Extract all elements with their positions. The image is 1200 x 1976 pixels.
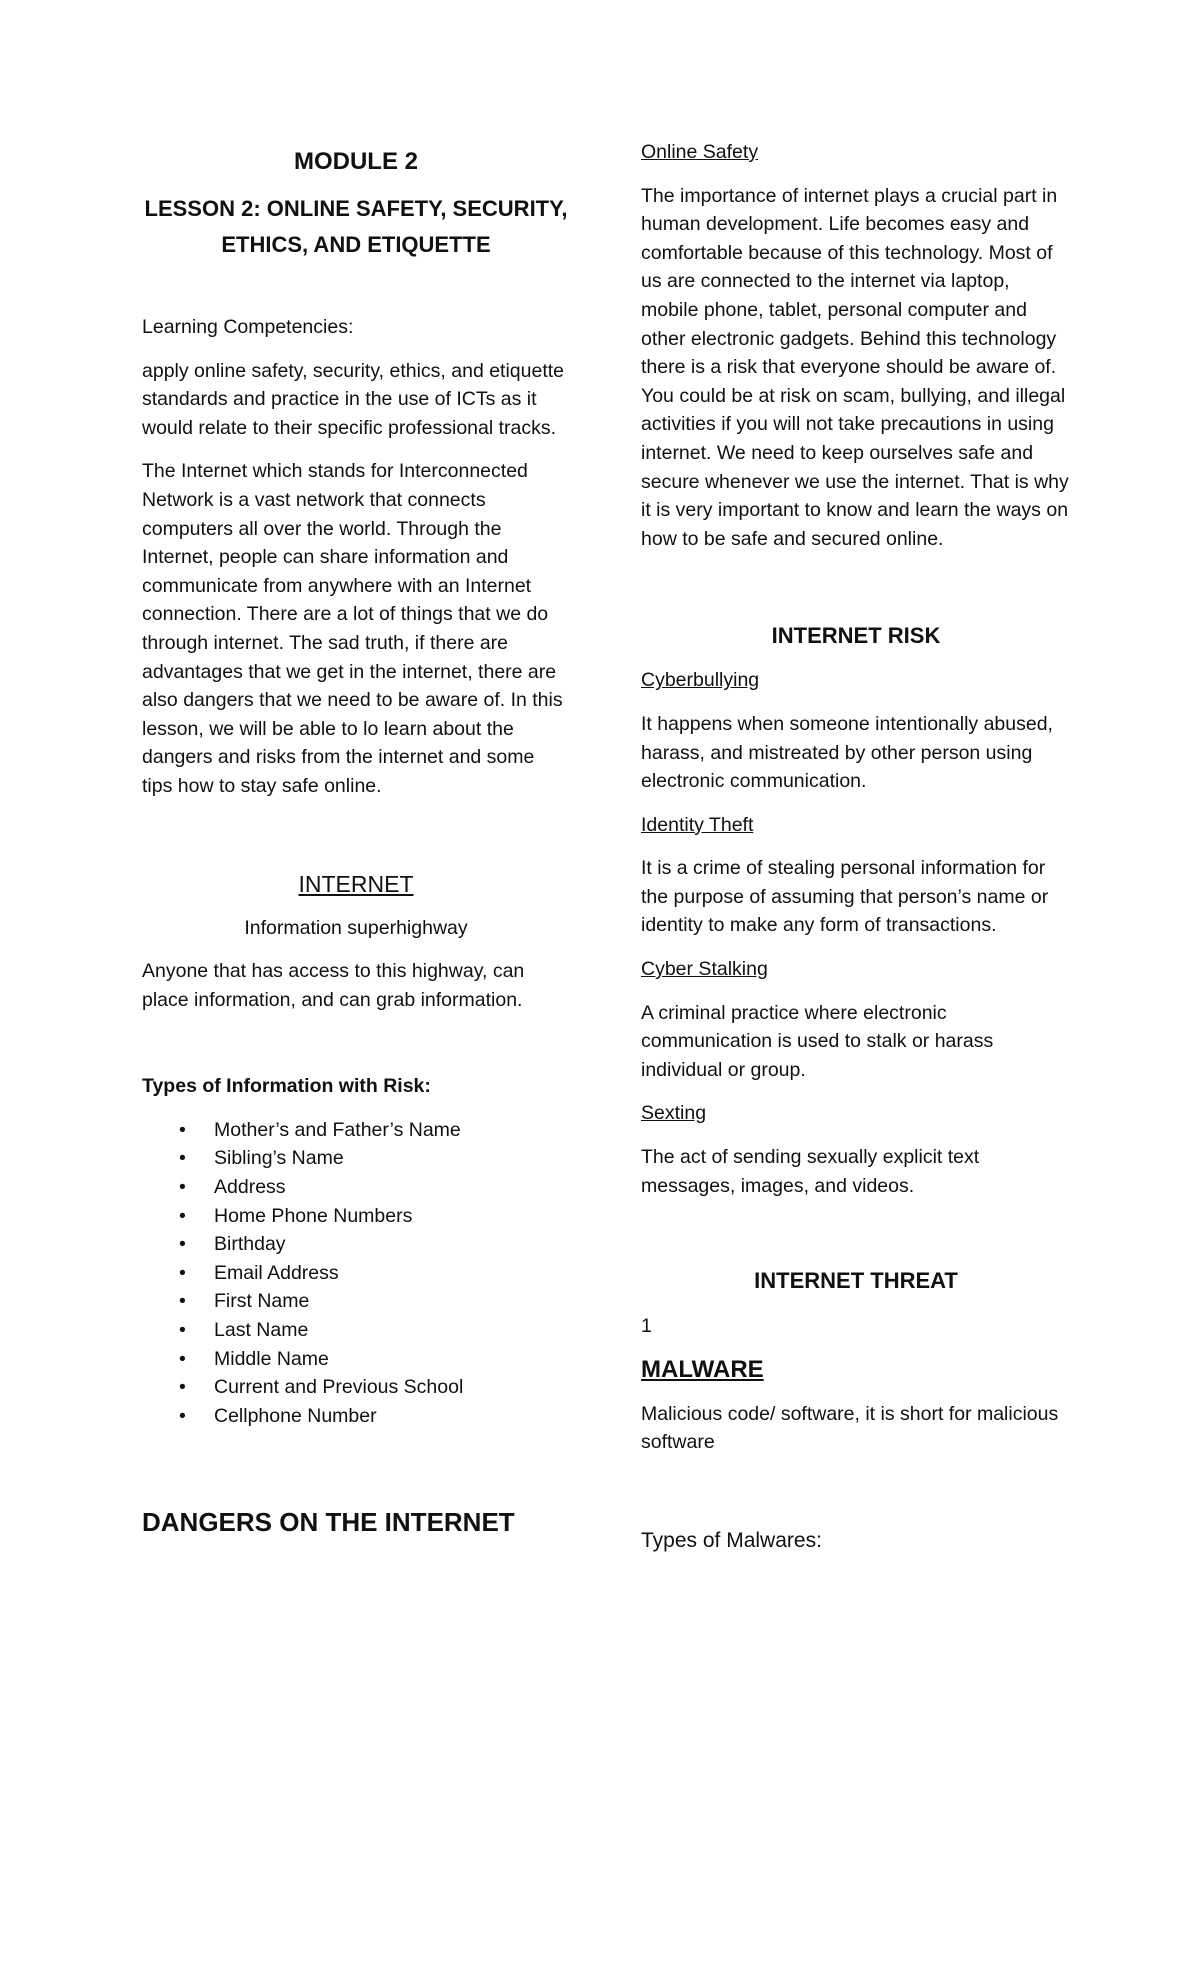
list-item [142,1259,570,1288]
list-item [142,1316,570,1345]
risk-description-sexting: The act of sending sexually explicit text messages, images, and videos. [641,1146,980,1197]
lesson-title-line-2: ETHICS, AND ETIQUETTE [221,232,491,257]
competencies-label: Learning Competencies: [142,316,354,338]
list-item [142,1173,570,1202]
list-item-text: First Name [214,1290,310,1313]
lesson-title [142,191,570,263]
module-title: MODULE 2 [293,148,418,175]
types-of-information-heading: Types of Information with Risk: [142,1075,431,1098]
risk-description-identity-theft: It is a crime of stealing personal information for the purpose of assuming that person’s name or identity to make any form of transactions. [641,857,1049,937]
malware-heading: MALWARE [641,1355,764,1383]
list-item-text: Address [214,1176,286,1199]
internet-subtitle: Information superhighway [244,916,468,939]
internet-heading: INTERNET [298,870,414,897]
risk-name-cyberbullying: Cyberbullying [641,669,760,692]
list-item-text: Cellphone Number [214,1404,377,1427]
types-of-malwares-label: Types of Malwares: [641,1529,822,1552]
bullet-icon: • [179,1118,186,1141]
list-item [142,1373,570,1402]
list-item-text: Birthday [214,1233,286,1256]
bullet-icon: • [179,1261,186,1284]
list-item [142,1144,570,1173]
malware-paragraph: Malicious code/ software, it is short for malicious software [641,1402,1059,1454]
right-column [641,138,1071,1556]
bullet-icon: • [179,1376,186,1399]
bullet-icon: • [179,1204,186,1227]
risk-name-sexting: Sexting [641,1102,707,1125]
list-item [142,1116,570,1145]
list-item-text: Middle Name [214,1347,329,1370]
risk-description-cyberbullying: It happens when someone intentionally abused, harass, and mistreated by other person using electronic communication. [641,712,1053,793]
list-item [142,1345,570,1374]
bullet-icon: • [179,1404,186,1427]
list-item [142,1287,570,1316]
bullet-icon: • [179,1233,186,1256]
online-safety-heading: Online Safety [641,141,759,163]
list-item-text: Current and Previous School [214,1376,464,1399]
left-column [142,138,570,1538]
list-item [142,1230,570,1259]
list-item-text: Mother’s and Father’s Name [214,1118,461,1141]
bullet-icon: • [179,1319,186,1342]
risk-name-cyber-stalking: Cyber Stalking [641,958,768,981]
dangers-heading: DANGERS ON THE INTERNET [142,1507,515,1538]
internet-threat-heading: INTERNET THREAT [754,1268,958,1294]
online-safety-paragraph: The importance of internet plays a crucial part in human development. Life becomes easy and comfortable because of this technology. Most of us are connected to the internet via laptop, mobile phone, tablet, personal computer and other electronic gadgets. Behind this technology there is a risk that everyone should be aware of. You could be at risk on scam, bullying, and illegal activities if you will not take precautions in using internet. We need to keep ourselves safe and secure whenever we use the internet. That is why it is very important to know and learn the ways on how to be safe and secured online. [641,184,1069,550]
list-item-text: Last Name [214,1319,309,1342]
list-item [142,1402,570,1431]
list-item-text: Email Address [214,1261,339,1284]
competencies-text: apply online safety, security, ethics, and etiquette standards and practice in the use of ICTs as it would relate to their specific professional tracks. [142,359,565,439]
bullet-icon: • [179,1347,186,1370]
bullet-icon: • [179,1290,186,1313]
internet-risk-heading: INTERNET RISK [771,623,941,649]
lesson-title-line-1: LESSON 2: ONLINE SAFETY, SECURITY, [144,196,568,221]
bullet-icon: • [179,1176,186,1199]
list-item-text: Sibling’s Name [214,1147,344,1170]
bullet-icon: • [179,1147,186,1170]
risk-name-identity-theft: Identity Theft [641,813,754,836]
intro-paragraph: The Internet which stands for Interconnected Network is a vast network that connects computers all over the world. Through the Internet, people can share information and communicate from anywhere with an Internet connection. There are a lot of things that we do through internet. The sad truth, if there are advantages that we get in the internet, there are also dangers that we need to be aware of. In this lesson, we will be able to lo learn about the dangers and risks from the internet and some tips how to stay safe online. [142,460,563,797]
internet-paragraph: Anyone that has access to this highway, can place information, and can grab information. [142,960,525,1011]
threat-number: 1 [641,1315,652,1338]
list-item-text: Home Phone Numbers [214,1204,413,1227]
risk-description-cyber-stalking: A criminal practice where electronic communication is used to stalk or harass individual or group. [641,1001,994,1081]
list-item [142,1202,570,1231]
risk-information-list [142,1116,570,1431]
